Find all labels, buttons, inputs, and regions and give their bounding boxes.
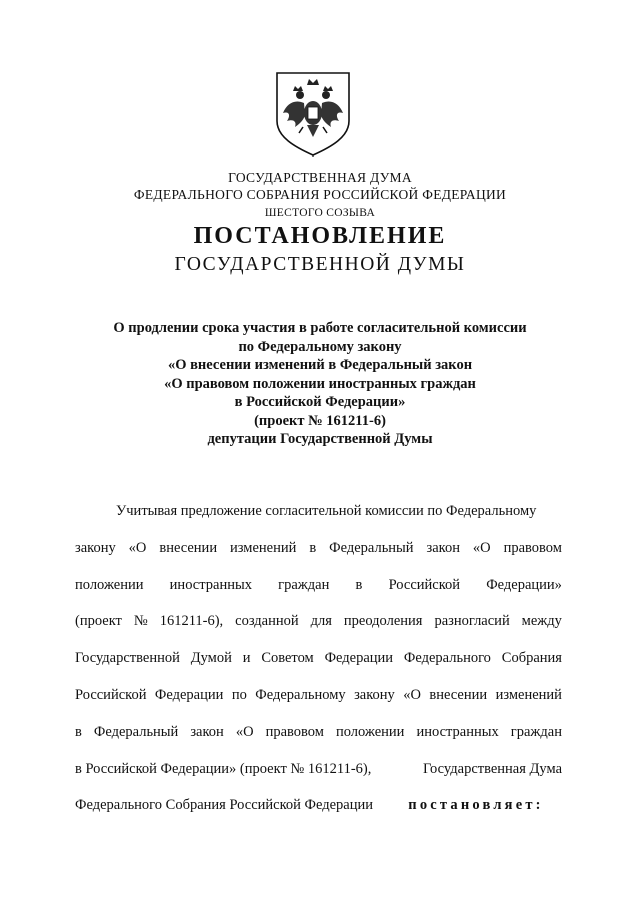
body-word: внесении [159,539,218,556]
body-word: закон [190,723,224,740]
resolution-body [75,493,562,824]
body-word: в [355,576,363,593]
body-word: внесении [429,686,488,703]
resolves-verb: постановляет: [408,797,544,814]
body-word: изменений [495,686,562,703]
body-word: изменений [230,539,297,556]
body-word: Российской [75,686,147,703]
subject-line: депутации Государственной Думы [207,431,433,447]
body-word: (проект [75,613,122,630]
body-word: между [521,613,562,630]
body-word: Федерации [324,650,394,667]
body-word: закон [426,539,460,556]
subject-line: О продлении срока участия в работе согласительной комиссии [113,320,527,336]
body-line [75,603,562,640]
subject-line: «О внесении изменений в Федеральный закон [167,357,473,373]
body-line [75,677,562,714]
body-word: положении [335,723,405,740]
body-word: Российской [388,576,461,593]
body-line [75,787,562,824]
body-word: 161211-6), [159,613,224,630]
body-word: созданной [235,613,299,630]
body-word: иностранных [416,723,499,740]
body-word: закону [354,686,395,703]
body-word: по [231,686,247,703]
document-title: ПОСТАНОВЛЕНИЕ [193,223,447,249]
body-word: Федерации [154,686,224,703]
body-word: правовом [265,723,324,740]
body-word: «О [128,539,147,556]
body-word: в [309,539,317,556]
body-line: Учитывая предложение согласительной комиссии по Федеральному [116,503,537,519]
body-word: «О [472,539,491,556]
body-word: Федерального [403,650,491,667]
body-line-text: Федерального Собрания Российской Федерации [75,797,374,814]
body-word: Федеральному [255,686,346,703]
body-word: Государственная Дума [422,760,562,777]
body-line [75,530,562,567]
body-word: закону [75,539,116,556]
subject-line: по Федеральному закону [238,338,402,355]
header-line-convocation [0,203,640,222]
header-convocation-text: ШЕСТОГО СОЗЫВА [264,207,376,219]
body-word: иностранных [169,576,252,593]
body-word: и [242,650,251,667]
body-word: положении [75,576,144,593]
body-line [75,567,562,604]
subject-line: «О правовом положении иностранных граждан [164,375,476,392]
body-word: Федерации» [486,576,562,593]
header-line-assembly: ФЕДЕРАЛЬНОГО СОБРАНИЯ РОССИЙСКОЙ ФЕДЕРАЦИИ [133,187,507,202]
document-subtitle: ГОСУДАРСТВЕННОЙ ДУМЫ [174,254,466,275]
body-line [75,751,562,788]
coat-of-arms-emblem [273,69,353,157]
resolution-subject [0,319,640,449]
body-word: правовом [503,539,562,556]
body-line [75,640,562,677]
body-word: в Российской Федерации» (проект № 161211-6), [75,760,372,777]
body-word: Думой [190,650,232,667]
header-line-duma: ГОСУДАРСТВЕННАЯ ДУМА [228,170,412,185]
body-word: № [133,613,148,630]
body-line [75,714,562,751]
body-word: Советом [261,650,314,667]
subject-line: (проект № 161211-6) [254,412,386,429]
body-word: Собрания [501,650,562,667]
body-word: Федеральный [93,723,179,740]
body-word: «О [403,686,421,703]
body-word: граждан [510,723,562,740]
body-word: Государственной [75,650,180,667]
body-word: разногласий [434,613,510,630]
body-word: граждан [278,576,330,593]
body-word: «О [235,723,254,740]
body-word: для [310,613,332,630]
subject-line: в Российской Федерации» [234,394,406,410]
body-word: в [75,723,82,740]
body-word: преодоления [343,613,423,630]
body-word: Федеральный [329,539,414,556]
